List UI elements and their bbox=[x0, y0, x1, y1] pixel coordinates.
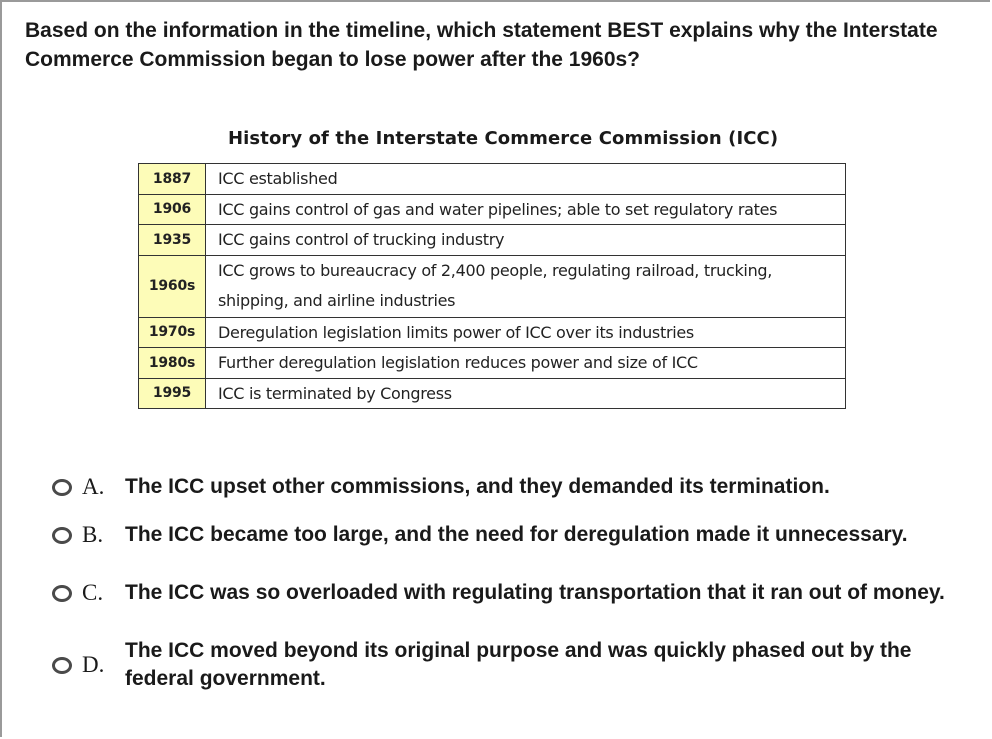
option-a[interactable] bbox=[52, 470, 972, 504]
year-cell: 1995 bbox=[139, 378, 206, 409]
event-cell: ICC grows to bureaucracy of 2,400 people, regulating railroad, trucking, shipping, and airline industries bbox=[206, 255, 846, 317]
event-cell: Deregulation legislation limits power of ICC over its industries bbox=[206, 317, 846, 348]
event-cell: ICC is terminated by Congress bbox=[206, 378, 846, 409]
year-cell: 1970s bbox=[139, 317, 206, 348]
radio-icon[interactable] bbox=[52, 527, 72, 544]
table-row bbox=[139, 225, 846, 256]
option-letter: B. bbox=[82, 522, 104, 547]
option-text: The ICC became too large, and the need for deregulation made it unnecessary. bbox=[125, 523, 908, 546]
table-row bbox=[139, 255, 846, 317]
year-cell: 1960s bbox=[139, 255, 206, 317]
option-text: The ICC upset other commissions, and they demanded its termination. bbox=[125, 475, 830, 498]
radio-icon[interactable] bbox=[52, 585, 72, 602]
table-row bbox=[139, 194, 846, 225]
table-row bbox=[139, 378, 846, 409]
radio-icon[interactable] bbox=[52, 657, 72, 674]
option-text: The ICC was so overloaded with regulating transportation that it ran out of money. bbox=[125, 581, 945, 604]
question-text: Based on the information in the timeline, which statement BEST explains why the Interstate Commerce Commission began to lose power after the 1960s? bbox=[25, 19, 938, 71]
option-letter: D. bbox=[82, 652, 105, 677]
event-cell: ICC established bbox=[206, 164, 846, 195]
event-cell: ICC gains control of trucking industry bbox=[206, 225, 846, 256]
option-letter: C. bbox=[82, 580, 104, 605]
option-letter: A. bbox=[82, 474, 105, 499]
option-b[interactable] bbox=[52, 518, 972, 552]
event-cell: ICC gains control of gas and water pipelines; able to set regulatory rates bbox=[206, 194, 846, 225]
radio-icon[interactable] bbox=[52, 479, 72, 496]
year-cell: 1887 bbox=[139, 164, 206, 195]
table-row bbox=[139, 317, 846, 348]
option-d[interactable] bbox=[52, 636, 972, 694]
year-cell: 1906 bbox=[139, 194, 206, 225]
timeline-table bbox=[138, 163, 846, 409]
option-c[interactable] bbox=[52, 564, 972, 622]
timeline-title: History of the Interstate Commerce Commission (ICC) bbox=[228, 128, 779, 149]
option-text: The ICC moved beyond its original purpose and was quickly phased out by the federal government. bbox=[125, 639, 912, 690]
table-row bbox=[139, 348, 846, 379]
year-cell: 1935 bbox=[139, 225, 206, 256]
year-cell: 1980s bbox=[139, 348, 206, 379]
table-row bbox=[139, 164, 846, 195]
event-cell: Further deregulation legislation reduces power and size of ICC bbox=[206, 348, 846, 379]
answer-options bbox=[52, 470, 972, 694]
